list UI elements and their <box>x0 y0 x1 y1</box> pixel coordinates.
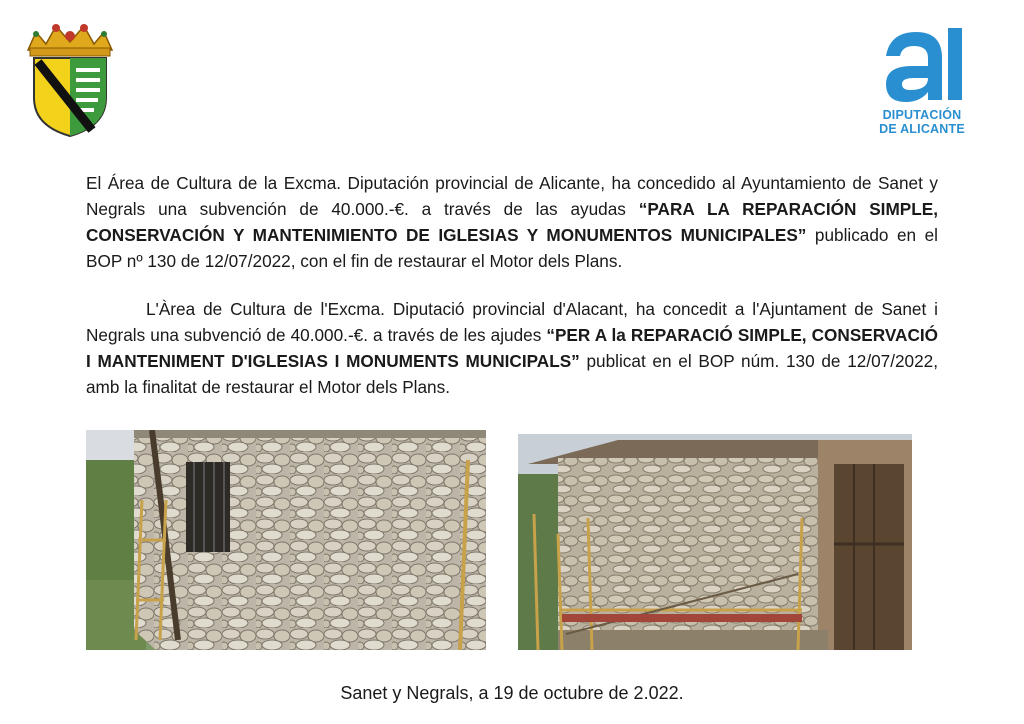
organization-name <box>872 108 972 136</box>
footer-signature: Sanet y Negrals, a 19 de octubre de 2.022. <box>340 683 684 703</box>
paragraph-spanish-program-title: “PARA LA REPARACIÓN SIMPLE, CONSERVACIÓN Y MANTENIMIENTO DE IGLESIAS Y MONUMENTOS MUNICIPALES” <box>86 199 938 245</box>
stone-wall-scaffolding-photo <box>86 430 486 650</box>
paragraph-spanish <box>86 170 938 274</box>
paragraph-valencian-part1: L'Àrea de Cultura de l'Excma. Diputació provincial d'Alacant, ha concedit a l'Ajuntament de Sanet i Negrals una subvenció de 40.000.-€. a través de les ajudes <box>86 299 938 345</box>
diputacion-alicante-logo-icon <box>872 26 972 106</box>
paragraph-spanish-part1: El Área de Cultura de la Excma. Diputación provincial de Alicante, ha concedido al Ayuntamiento de Sanet y Negrals una subvención de 40.000.-€. a través de las ayudas <box>86 173 938 219</box>
diputacion-alicante-logo <box>872 26 972 138</box>
paragraph-valencian-part2: publicat en el BOP núm. 130 de 12/07/2022, amb la finalitat de restaurar el Motor dels Plans. <box>86 351 939 397</box>
paragraph-valencian <box>86 296 938 400</box>
stone-building-door-photo <box>518 434 912 650</box>
paragraph-valencian-program-title: “PER A la REPARACIÓ SIMPLE, CONSERVACIÓ I MANTENIMENT D'IGLESIAS I MONUMENTS MUNICIPALS” <box>86 325 938 371</box>
photo-stone-building <box>518 434 912 650</box>
photo-stone-wall <box>86 430 486 650</box>
organization-name-line1: DIPUTACIÓN <box>882 108 962 122</box>
organization-name-line2: DE ALICANTE <box>879 122 965 136</box>
coat-of-arms-icon <box>22 22 118 140</box>
coat-of-arms-logo <box>22 22 118 140</box>
paragraph-spanish-part2: publicado en el BOP nº 130 de 12/07/2022, con el fin de restaurar el Motor dels Plans. <box>86 225 938 271</box>
